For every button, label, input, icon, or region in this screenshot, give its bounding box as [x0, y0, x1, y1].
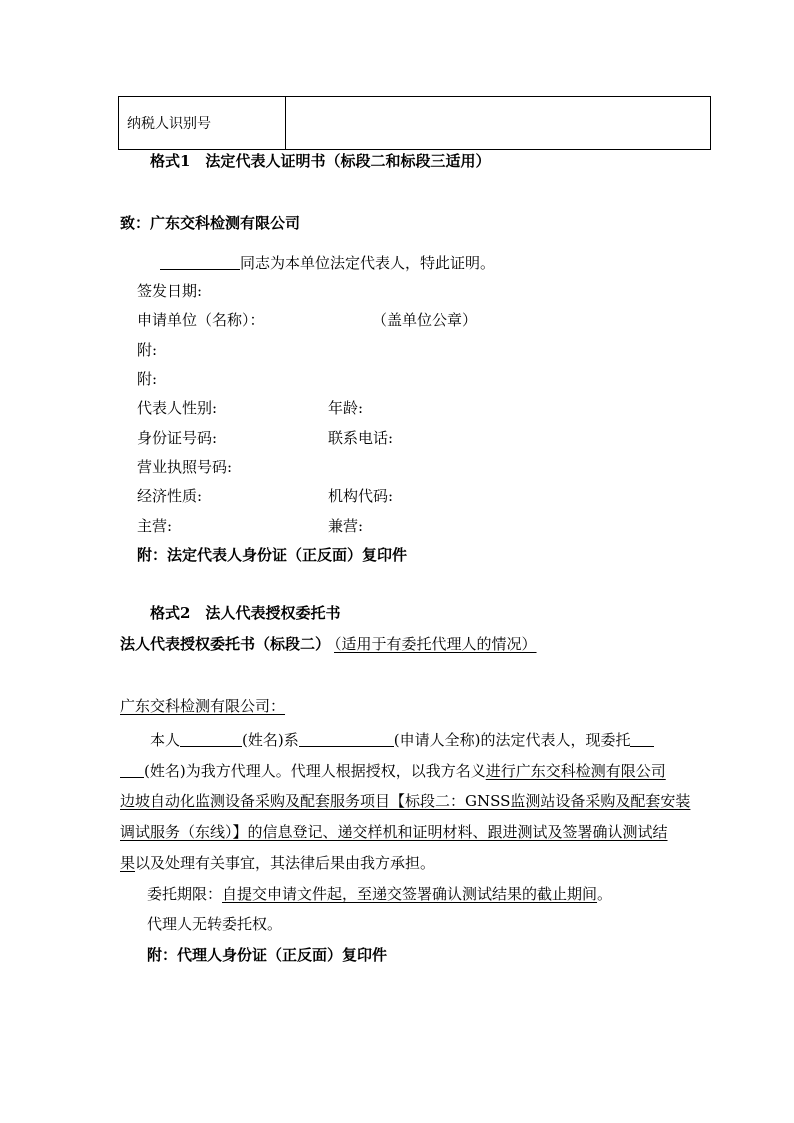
- age-label: 年龄:: [328, 399, 364, 417]
- taxpayer-id-label: 纳税人识别号: [119, 97, 286, 150]
- format2-attachment-note: 附：代理人身份证（正反面）复印件: [147, 946, 388, 964]
- taxpayer-id-value: [286, 97, 711, 150]
- term-value: 自提交申请文件起，至递交签署确认测试结果的截止期间: [222, 885, 598, 903]
- term-line: [147, 884, 612, 904]
- license-label: 营业执照号码:: [137, 458, 233, 476]
- principal-name-blank: [180, 730, 242, 747]
- economic-nature-label: 经济性质:: [137, 487, 203, 505]
- org-code-label: 机构代码:: [328, 487, 394, 505]
- p5-b: 以及处理有关事宜，其法律后果由我方承担。: [135, 854, 436, 872]
- p2-b: 进行广东交科检测有限公司: [485, 762, 666, 780]
- agent-name-blank-1: [630, 730, 654, 747]
- agent-name-blank-2: [120, 761, 144, 778]
- p1-b: (姓名)系: [242, 731, 299, 749]
- sign-date-label: 签发日期:: [137, 282, 203, 300]
- main-business-label: 主营:: [137, 517, 173, 535]
- p2-a: (姓名)为我方代理人。代理人根据授权，以我方名义: [144, 762, 486, 780]
- taxpayer-id-table: [118, 96, 711, 150]
- format1-heading: 格式1 法定代表人证明书（标段二和标段三适用）: [150, 152, 491, 170]
- side-business-label: 兼营:: [328, 517, 364, 535]
- p5-a: 果: [120, 854, 136, 872]
- format1-attachment-note: 附：法定代表人身份证（正反面）复印件: [137, 546, 408, 564]
- paragraph-line-5: [120, 853, 435, 873]
- format2-title-line: [120, 634, 537, 654]
- gender-label: 代表人性别:: [137, 399, 218, 417]
- format2-heading: 格式2 法人代表授权委托书: [150, 604, 341, 622]
- seal-label: （盖单位公章）: [372, 311, 478, 329]
- no-sub-delegation: 代理人无转委托权。: [147, 915, 283, 933]
- paragraph-line-1: [150, 730, 654, 750]
- term-label: 委托期限：: [147, 885, 223, 903]
- term-end: 。: [597, 885, 613, 903]
- format1-statement-line: [160, 253, 495, 273]
- format2-title: 法人代表授权委托书（标段二）: [120, 635, 331, 653]
- id-number-label: 身份证号码:: [137, 429, 218, 447]
- format1-statement: 同志为本单位法定代表人，特此证明。: [240, 254, 496, 272]
- format2-title-note: （适用于有委托代理人的情况）: [334, 635, 537, 653]
- applicant-label: 申请单位（名称）：: [137, 311, 265, 329]
- name-blank: [160, 253, 240, 270]
- paragraph-line-3: 边坡自动化监测设备采购及配套服务项目【标段二：GNSS监测站设备采购及配套安装: [120, 792, 691, 810]
- attach-label-1: 附:: [137, 341, 158, 359]
- phone-label: 联系电话:: [328, 429, 394, 447]
- p1-c: (申请人全称)的法定代表人，现委托: [393, 731, 631, 749]
- attach-label-2: 附:: [137, 370, 158, 388]
- format1-recipient: 致：广东交科检测有限公司: [120, 214, 301, 232]
- p1-a: 本人: [150, 731, 181, 749]
- paragraph-line-4: 调试服务（东线）】的信息登记、递交样机和证明材料、跟进测试及签署确认测试结: [120, 823, 668, 841]
- applicant-name-blank: [299, 730, 394, 747]
- format2-recipient: 广东交科检测有限公司：: [120, 697, 286, 715]
- paragraph-line-2: [120, 761, 666, 781]
